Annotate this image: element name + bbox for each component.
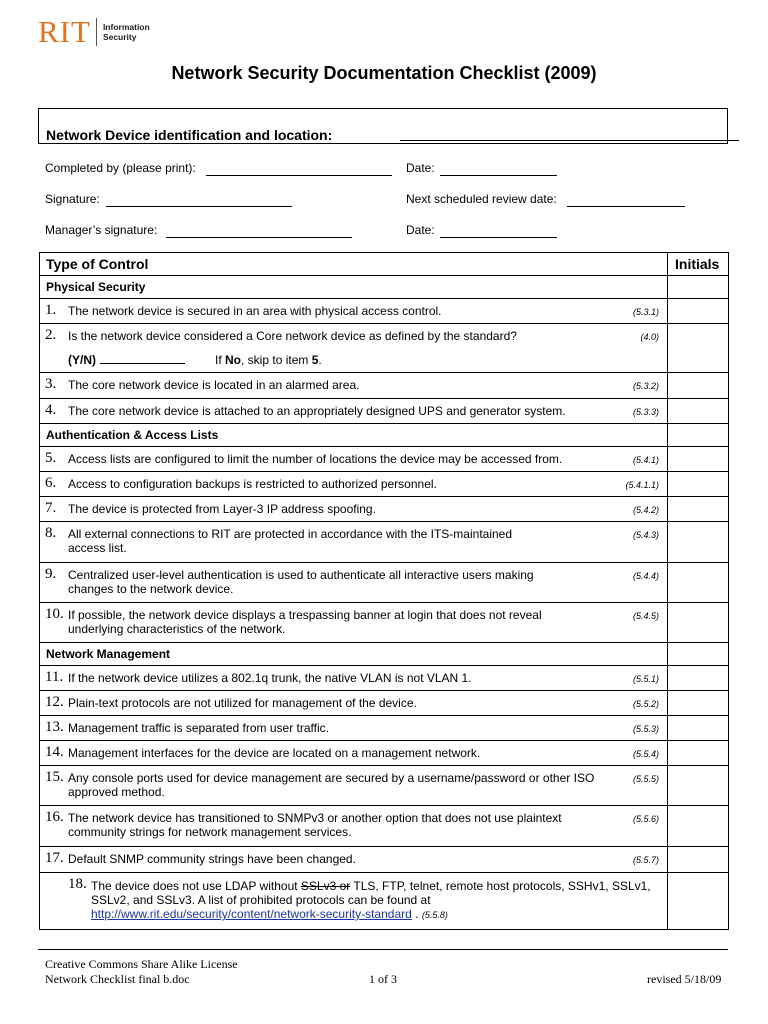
initials-cell[interactable]	[668, 399, 729, 424]
yes-no-answer-line[interactable]	[100, 353, 185, 364]
item-number: 13.	[45, 719, 64, 735]
item-number: 8.	[45, 525, 57, 541]
item-text: Is the network device considered a Core network device as defined by the standard?	[68, 329, 517, 343]
signature-line[interactable]	[106, 206, 292, 207]
checklist-row	[40, 299, 729, 324]
device-identification-line[interactable]	[400, 140, 739, 141]
initials-cell[interactable]	[668, 276, 729, 299]
item-text: The core network device is located in an alarmed area.	[68, 378, 360, 392]
logo-mark: RIT	[38, 14, 91, 49]
checklist-row	[40, 766, 729, 806]
item-reference: (5.5.6)	[632, 814, 659, 824]
table-header-row	[40, 253, 729, 276]
checklist-row	[40, 741, 729, 766]
initials-cell[interactable]	[668, 447, 729, 472]
checklist-row	[40, 691, 729, 716]
skip-instruction: If No, skip to item 5.	[215, 353, 322, 367]
date-line[interactable]	[440, 175, 557, 176]
checklist-row	[40, 666, 729, 691]
section-row-authentication	[40, 424, 729, 447]
footer-rule	[38, 949, 728, 950]
initials-cell[interactable]	[668, 324, 729, 373]
item-text: If the network device utilizes a 802.1q trunk, the native VLAN is not VLAN 1.	[68, 671, 472, 685]
item-number: 4.	[45, 402, 57, 418]
item-text: The network device has transitioned to SNMPv3 or another option that does not use plaintext community strings for network management services.	[68, 811, 562, 839]
initials-cell[interactable]	[668, 472, 729, 497]
controls-table	[39, 252, 729, 930]
initials-cell[interactable]	[668, 741, 729, 766]
initials-cell[interactable]	[668, 873, 729, 930]
checklist-row	[40, 497, 729, 522]
initials-cell[interactable]	[668, 643, 729, 666]
logo-subtitle	[103, 22, 150, 42]
footer-filename: Network Checklist final b.doc	[45, 972, 190, 986]
initials-cell[interactable]	[668, 299, 729, 324]
item-reference: (5.3.1)	[632, 307, 659, 317]
item-reference: (5.4.1)	[632, 455, 659, 465]
checklist-row	[40, 447, 729, 472]
item-text: Centralized user-level authentication is used to authenticate all interactive users making changes to the network device.	[68, 568, 534, 596]
item-number: 10.	[45, 606, 64, 622]
item-reference: (5.5.2)	[632, 699, 659, 709]
item-number: 1.	[45, 302, 57, 318]
item-reference: (5.4.2)	[632, 505, 659, 515]
item-number: 12.	[45, 694, 64, 710]
standard-link[interactable]: http://www.rit.edu/security/content/network-security-standard	[91, 907, 412, 921]
section-title: Authentication & Access Lists	[46, 428, 219, 442]
logo-sub-line-1: Information	[102, 22, 150, 32]
checklist-row	[40, 373, 729, 399]
item-number: 16.	[45, 809, 64, 825]
signature-label: Signature:	[45, 192, 100, 206]
section-row-network-management	[40, 643, 729, 666]
initials-cell[interactable]	[668, 716, 729, 741]
initials-cell[interactable]	[668, 806, 729, 847]
checklist-row	[40, 399, 729, 424]
item-reference: (5.3.2)	[632, 381, 659, 391]
item-text: The network device is secured in an area with physical access control.	[68, 304, 442, 318]
item-number: 14.	[45, 744, 64, 760]
item-number: 2.	[45, 327, 57, 343]
section-title: Network Management	[46, 647, 171, 661]
item-text: The device is protected from Layer-3 IP address spoofing.	[68, 502, 376, 516]
next-review-line[interactable]	[567, 206, 685, 207]
item-reference: (5.5.1)	[632, 674, 659, 684]
item-number: 18.	[68, 876, 87, 892]
item-number: 5.	[45, 450, 57, 466]
checklist-row	[40, 847, 729, 873]
item-reference: (5.4.5)	[632, 611, 659, 621]
completed-by-label: Completed by (please print):	[45, 161, 196, 175]
initials-cell[interactable]	[668, 603, 729, 643]
item-reference: (5.5.8)	[421, 910, 448, 920]
checklist-row	[40, 806, 729, 847]
item-text: The device does not use LDAP without SSLv3 or TLS, FTP, telnet, remote host protocols, SSHv1, SSLv1, SSLv2, and SSLv3. A list of prohibited protocols can be found at http://www.rit.edu/security/content/network-security-standard . (5.5.8)	[91, 879, 651, 921]
item-number: 17.	[45, 850, 64, 866]
item-reference: (5.5.7)	[632, 855, 659, 865]
initials-cell[interactable]	[668, 522, 729, 563]
header-type-of-control: Type of Control	[40, 253, 668, 276]
struck-text: SSLv3 or	[300, 879, 351, 893]
item-reference: (5.5.3)	[632, 724, 659, 734]
initials-cell[interactable]	[668, 691, 729, 716]
logo-sub-line-2: Security	[102, 32, 137, 42]
item-text: Management interfaces for the device are located on a management network.	[68, 746, 481, 760]
completed-by-line[interactable]	[206, 175, 392, 176]
item-text: Default SNMP community strings have been changed.	[68, 852, 356, 866]
date-label: Date:	[406, 161, 435, 175]
item-number: 3.	[45, 376, 57, 392]
item-number: 9.	[45, 566, 57, 582]
item-reference: (5.5.4)	[632, 749, 659, 759]
date2-label: Date:	[406, 223, 435, 237]
item-text: Access to configuration backups is restricted to authorized personnel.	[68, 477, 437, 491]
initials-cell[interactable]	[668, 563, 729, 603]
item-number: 7.	[45, 500, 57, 516]
initials-cell[interactable]	[668, 373, 729, 399]
item-text: Plain-text protocols are not utilized for management of the device.	[68, 696, 417, 710]
item-reference: (4.0)	[640, 332, 659, 342]
logo-divider	[96, 18, 97, 46]
rit-logo	[38, 14, 150, 49]
item-text: All external connections to RIT are protected in accordance with the ITS-maintained access list.	[68, 527, 513, 555]
item-text: Any console ports used for device management are secured by a username/password or other ISO approved method.	[68, 771, 595, 799]
footer-license: Creative Commons Share Alike License	[45, 957, 238, 971]
next-review-label: Next scheduled review date:	[406, 192, 557, 206]
item-reference: (5.4.3)	[632, 530, 659, 540]
date2-line[interactable]	[440, 237, 557, 238]
item-reference: (5.3.3)	[632, 407, 659, 417]
item-number: 15.	[45, 769, 64, 785]
initials-cell[interactable]	[668, 666, 729, 691]
item-number: 6.	[45, 475, 57, 491]
item-reference: (5.4.4)	[632, 571, 659, 581]
checklist-row	[40, 603, 729, 643]
initials-cell[interactable]	[668, 847, 729, 873]
checklist-row	[40, 563, 729, 603]
device-identification-box	[38, 108, 728, 144]
checklist-row	[40, 324, 729, 373]
manager-signature-label: Manager’s signature:	[45, 223, 158, 237]
item-text: The core network device is attached to an appropriately designed UPS and generator system.	[68, 404, 566, 418]
checklist-row	[40, 522, 729, 563]
initials-cell[interactable]	[668, 766, 729, 806]
header-initials: Initials	[668, 253, 729, 276]
checklist-row	[40, 716, 729, 741]
item-text: If possible, the network device displays a trespassing banner at login that does not reveal underlying characteristics of the network.	[68, 608, 542, 636]
yes-no-field: (Y/N)	[68, 353, 185, 367]
checklist-row	[40, 873, 729, 930]
initials-cell[interactable]	[668, 497, 729, 522]
section-row-physical	[40, 276, 729, 299]
item-text: Access lists are configured to limit the number of locations the device may be accessed from.	[68, 452, 563, 466]
document-title: Network Security Documentation Checklist (2009)	[171, 63, 597, 83]
manager-signature-line[interactable]	[166, 237, 352, 238]
checklist-row	[40, 472, 729, 497]
section-title: Physical Security	[46, 280, 146, 294]
device-identification-label: Network Device identification and location:	[46, 127, 333, 143]
footer-revised: revised 5/18/09	[647, 972, 722, 986]
item-number: 11.	[45, 669, 64, 685]
item-reference: (5.5.5)	[632, 774, 659, 784]
item-reference: (5.4.1.1)	[625, 480, 659, 490]
footer-page-number: 1 of 3	[369, 972, 397, 986]
item-text: Management traffic is separated from user traffic.	[68, 721, 330, 735]
initials-cell[interactable]	[668, 424, 729, 447]
